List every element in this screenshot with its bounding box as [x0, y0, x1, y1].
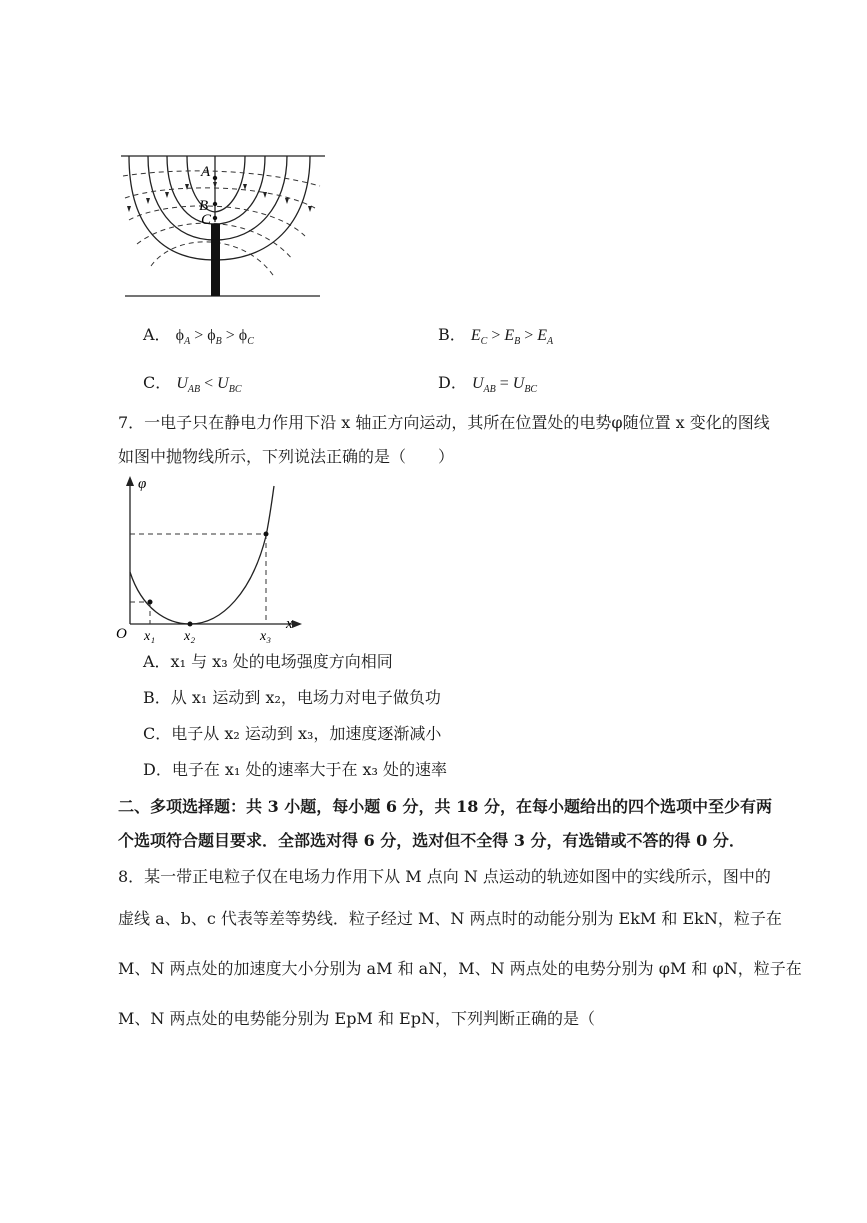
tick-x2: x₂ — [184, 629, 196, 644]
field-figure — [115, 148, 330, 300]
q8-line3: M、N 两点处的加速度大小分别为 aM 和 aN，M、N 两点处的电势分别为 φM 和 φN，粒子在 — [118, 959, 802, 978]
label-A: A — [201, 164, 211, 180]
q6-option-b: B． $E_C > E_B > E_A$ — [438, 325, 554, 348]
q7-option-a: A．x₁ 与 x₃ 处的电场强度方向相同 — [143, 652, 393, 671]
label-B: B — [199, 198, 209, 214]
tick-x1: x₁ — [144, 629, 156, 644]
q6-option-a: A． $\phi_A > \phi_B > \phi_C$ — [143, 325, 254, 348]
q8-line4: M、N 两点处的电势能分别为 EpM 和 EpN，下列判断正确的是（ — [118, 1009, 595, 1028]
q7-stem-line1: 7．一电子只在静电力作用下沿 x 轴正方向运动，其所在位置处的电势φ随位置 x 变化的图线 — [118, 413, 770, 432]
axis-label-x: x — [286, 616, 293, 632]
tick-x3: x₃ — [260, 629, 272, 644]
origin-label: O — [116, 626, 127, 642]
q6-option-c: C． $U_{AB} < U_{BC}$ — [143, 373, 242, 396]
q8-line2: 虚线 a、b、c 代表等差等势线．粒子经过 M、N 两点时的动能分别为 EkM 和 EkN，粒子在 — [118, 909, 782, 928]
label-C: C — [201, 212, 212, 228]
q7-option-d: D．电子在 x₁ 处的速率大于在 x₃ 处的速率 — [143, 760, 448, 779]
phi-x-graph — [112, 474, 312, 644]
q6-option-d: D． $U_{AB} = U_{BC}$ — [438, 373, 538, 396]
q7-stem-line2: 如图中抛物线所示，下列说法正确的是（ ） — [118, 447, 455, 466]
q7-option-b: B．从 x₁ 运动到 x₂，电场力对电子做负功 — [143, 688, 441, 707]
q8-line1: 8．某一带正电粒子仅在电场力作用下从 M 点向 N 点运动的轨迹如图中的实线所示，图中的 — [118, 867, 771, 886]
q7-option-c: C．电子从 x₂ 运动到 x₃，加速度逐渐减小 — [143, 724, 442, 743]
axis-label-phi: φ — [138, 476, 147, 492]
section2-line1: 二、多项选择题：共 3 小题，每小题 6 分，共 18 分，在每小题给出的四个选项中至少有两 — [118, 797, 772, 816]
section2-line2: 个选项符合题目要求．全部选对得 6 分，选对但不全得 3 分，有选错或不答的得 0 分． — [118, 831, 745, 850]
